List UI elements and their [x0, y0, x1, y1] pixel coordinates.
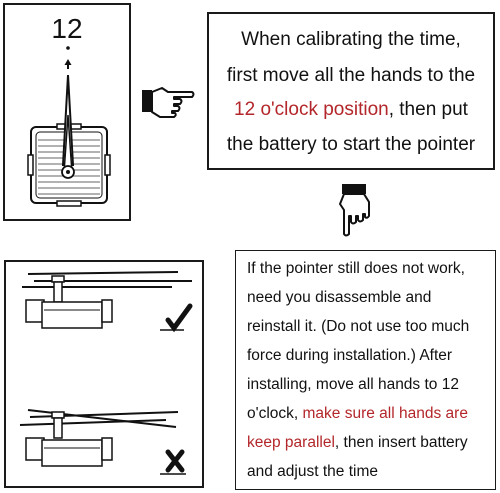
instruction-2-line-7-rest: , then insert battery	[334, 434, 468, 451]
instruction-1-line-2: first move all the hands to the	[226, 65, 476, 86]
instruction-2-line-1: If the pointer still does not work,	[247, 260, 465, 277]
hand-alignment-diagram	[6, 262, 202, 486]
instruction-2-line-8: and adjust the time	[247, 463, 378, 480]
clock-movement-icon	[5, 5, 129, 219]
instruction-1-line-4: the battery to start the pointer	[226, 134, 476, 155]
instruction-2-line-2: need you disassemble and	[247, 289, 432, 306]
instruction-2-line-7	[247, 435, 468, 451]
instruction-2-line-6-pre: o'clock,	[247, 405, 299, 422]
clock-twelve-label: 12	[51, 13, 83, 44]
instruction-2-line-4: force during installation.) After	[247, 347, 453, 364]
hand-alignment-comparison-panel	[4, 260, 204, 488]
pointing-hand-right-icon	[140, 82, 196, 122]
instruction-2-highlight-1: make sure all hands are	[302, 405, 468, 422]
instruction-2-line-3: reinstall it. (Do not use too much	[247, 318, 470, 335]
instruction-1-line-1: When calibrating the time,	[241, 29, 461, 50]
pointing-hand-down-icon	[336, 182, 380, 238]
instruction-1-line-3-rest: , then put	[388, 99, 468, 120]
calibration-instruction-box	[207, 12, 495, 170]
instruction-2-line-5: installing, move all hands to 12	[247, 376, 459, 393]
instruction-1-highlight: 12 o'clock position	[234, 99, 389, 120]
instruction-1-line-3	[209, 100, 493, 119]
crossed-hands-wrong	[20, 410, 178, 466]
check-icon	[160, 306, 190, 330]
instruction-2-highlight-2: keep parallel	[247, 434, 335, 451]
reinstall-instruction-box	[235, 250, 496, 490]
x-icon	[160, 452, 186, 474]
clock-illustration-panel	[3, 3, 131, 221]
instruction-2-line-6	[247, 406, 468, 422]
